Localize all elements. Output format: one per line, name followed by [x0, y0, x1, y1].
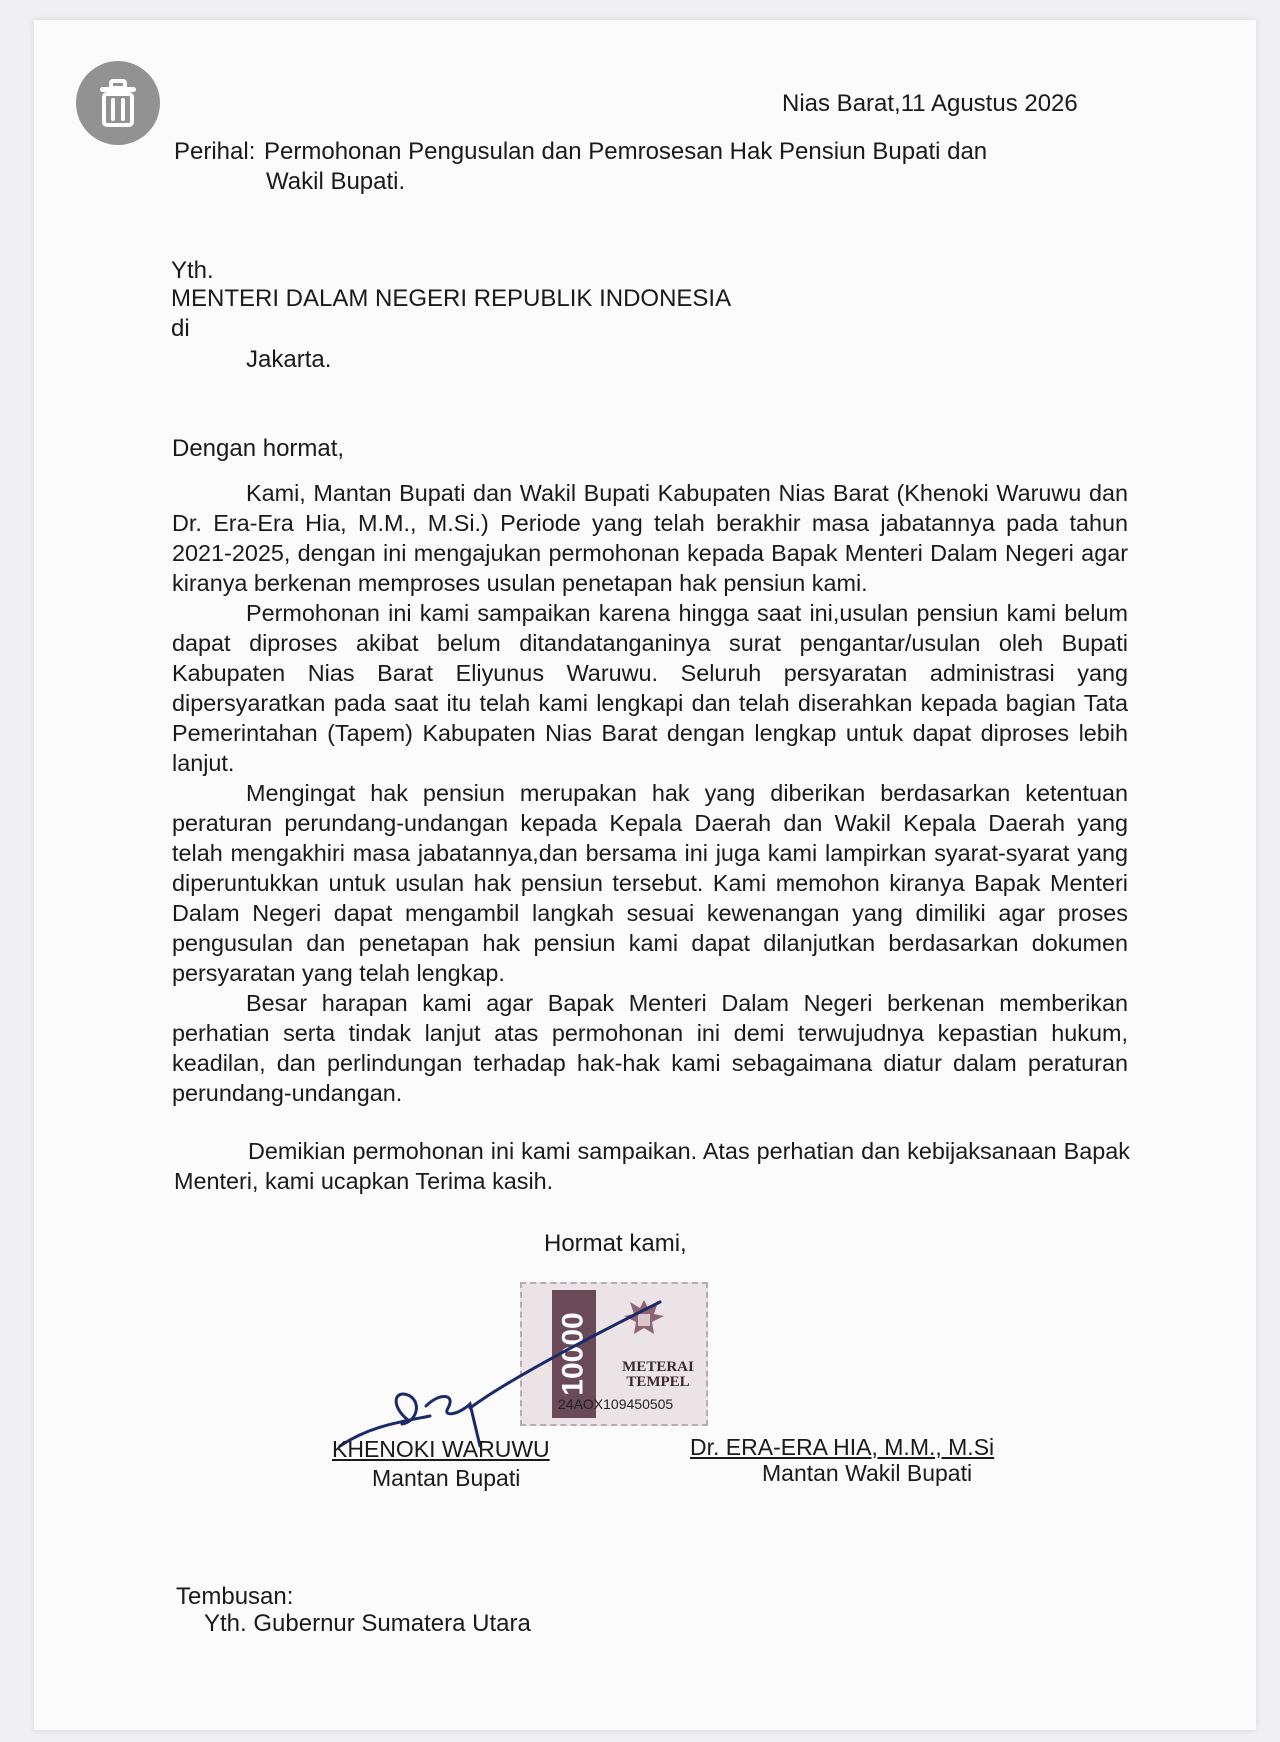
signatory-1-title: Mantan Bupati — [372, 1465, 521, 1491]
delete-button[interactable] — [76, 61, 160, 145]
stamp-value: 10000 — [552, 1290, 596, 1418]
place-date: Nias Barat,11 Agustus 2026 — [782, 90, 1078, 117]
subject-label: Perihal: — [174, 138, 256, 165]
paragraph: Besar harapan kami agar Bapak Menteri Dalam Negeri berkenan memberikan perhatian serta tindak lanjut atas permohonan ini demi terwujudnya kepastian hukum, keadilan, dan perlindungan terhadap hak-hak kami sebagaimana diatur dalam peraturan perundang-undangan. — [172, 990, 1128, 1106]
signatory-2-title: Mantan Wakil Bupati — [762, 1460, 973, 1486]
subject-line-1: Permohonan Pengusulan dan Pemrosesan Hak Pensiun Bupati dan — [264, 138, 988, 165]
cc-label: Tembusan: — [176, 1583, 294, 1610]
paragraph: Mengingat hak pensiun merupakan hak yang diberikan berdasarkan ketentuan peraturan perundang-undangan kepada Kepala Daerah dan Wakil Kepala Daerah yang telah mengakhiri masa jabatannya,dan bersama ini juga kami lampirkan syarat-syarat yang diperuntukkan untuk usulan hak pensiun tersebut. Kami memohon kiranya Bapak Menteri Dalam Negeri dapat mengambil langkah sesuai kewenangan yang dimiliki agar proses pengusulan dan penetapan hak pensiun kami dapat dilanjutkan berdasarkan dokumen persyaratan yang telah lengkap. — [172, 780, 1128, 986]
signatory-2-name: Dr. ERA-ERA HIA, M.M., M.Si — [690, 1434, 995, 1460]
recipient-city: Jakarta. — [246, 346, 332, 373]
greeting: Dengan hormat, — [172, 435, 345, 462]
recipient-di: di — [171, 315, 190, 342]
signatory-1-name: KHENOKI WARUWU — [332, 1436, 550, 1462]
recipient-yth: Yth. — [171, 257, 214, 284]
trash-icon — [96, 79, 140, 127]
paragraph: Permohonan ini kami sampaikan karena hingga saat ini,usulan pensiun kami belum dapat diproses akibat belum ditandatanganinya surat pengantar/usulan oleh Bupati Kabupaten Nias Barat Eliyunus Waruwu. Seluruh persyaratan administrasi yang dipersyaratkan pada saat itu telah kami lengkapi dan telah diserahkan kepada bagian Tata Pemerintahan (Tapem) Kabupaten Nias Barat dengan lengkap untuk dapat diproses lebih lanjut. — [172, 600, 1128, 776]
handwritten-signature — [330, 1296, 690, 1456]
closing-block — [174, 1136, 1130, 1196]
sign-off: Hormat kami, — [544, 1230, 687, 1257]
closing-paragraph: Demikian permohonan ini kami sampaikan. Atas perhatian dan kebijaksanaan Bapak Menteri, kami ucapkan Terima kasih. — [174, 1138, 1130, 1194]
stamp-serial: 24AOX109450505 — [558, 1396, 674, 1412]
paragraph: Kami, Mantan Bupati dan Wakil Bupati Kabupaten Nias Barat (Khenoki Waruwu dan Dr. Era-Era Hia, M.M., M.Si.) Periode yang telah berakhir masa jabatannya pada tahun 2021-2025, dengan ini mengajukan permohonan kepada Bapak Menteri Dalam Negeri agar kiranya berkenan memproses usulan penetapan hak pensiun kami. — [172, 480, 1128, 596]
recipient-name: MENTERI DALAM NEGERI REPUBLIK INDONESIA — [171, 285, 732, 312]
cc-item: Yth. Gubernur Sumatera Utara — [204, 1610, 531, 1637]
letter-body — [172, 478, 1128, 1108]
subject-line-2: Wakil Bupati. — [266, 168, 406, 195]
stamp-label: METERAI TEMPEL — [622, 1359, 694, 1390]
